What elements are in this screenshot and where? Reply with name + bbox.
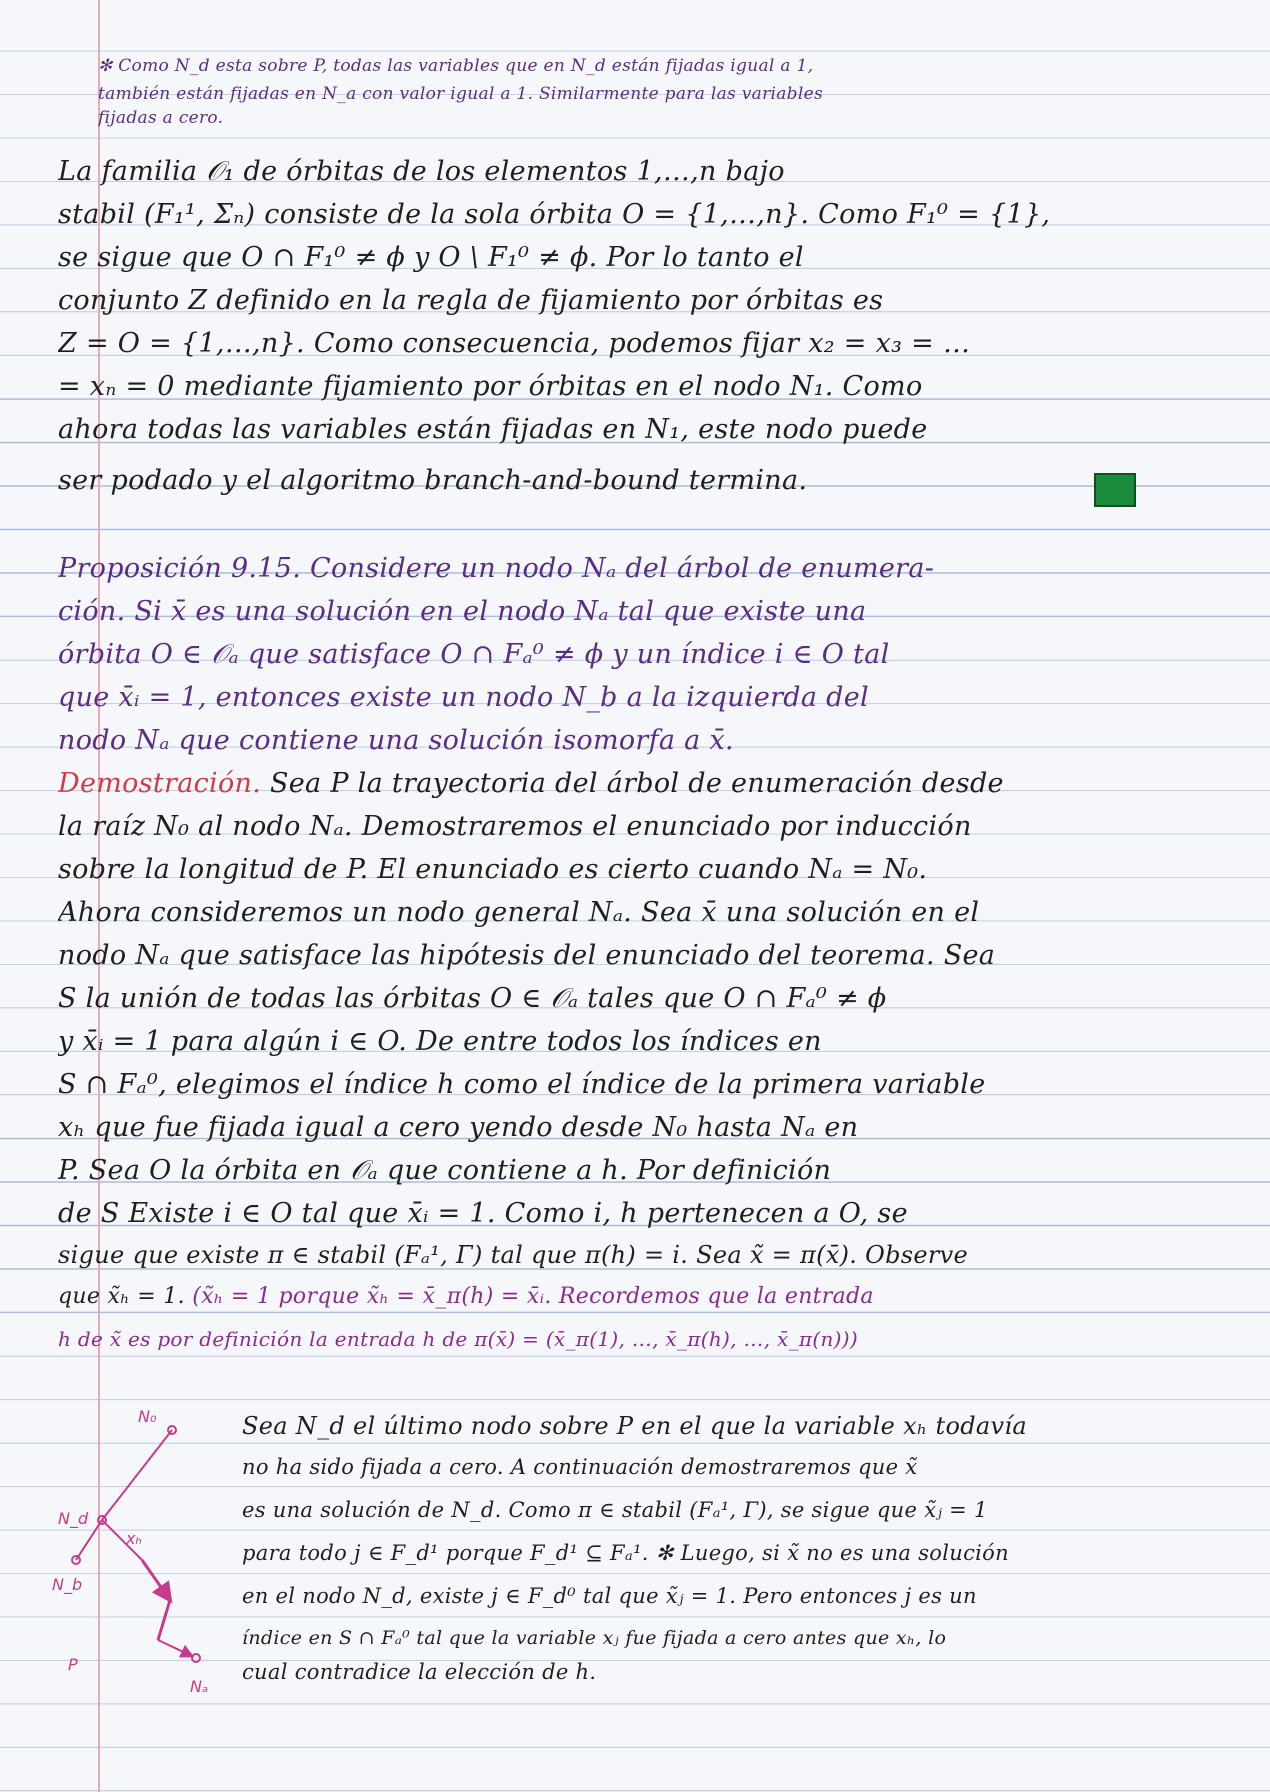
proposition-line: que x̄ᵢ = 1, entonces existe un nodo N_b a la izquierda del [58, 682, 869, 713]
label-nb: N_b [52, 1575, 83, 1594]
text-line: La familia 𝒪₁ de órbitas de los elementos 1,…,n bajo [58, 156, 785, 187]
text-line: = xₙ = 0 mediante fijamiento por órbitas en el nodo N₁. Como [58, 371, 923, 402]
demo-line: S la unión de todas las órbitas O ∈ 𝒪ₐ tales que O ∩ Fₐ⁰ ≠ ϕ [58, 983, 887, 1014]
continuation-line: es una solución de N_d. Como π ∈ stabil (Fₐ¹, Γ), se sigue que x̃ⱼ = 1 [242, 1498, 988, 1522]
remark-2: h de x̃ es por definición la entrada h de π(x̄) = (x̄_π(1), …, x̄_π(h), …, x̄_π(n))) [58, 1327, 858, 1351]
text-line: ahora todas las variables están fijadas en N₁, este nodo puede [58, 414, 928, 445]
text-line: Z = O = {1,…,n}. Como consecuencia, podemos fijar x₂ = x₃ = … [58, 328, 971, 359]
continuation-line: en el nodo N_d, existe j ∈ F_d⁰ tal que x̃ⱼ = 1. Pero entonces j es un [242, 1584, 977, 1608]
demo-label: Demostración. [58, 768, 262, 799]
label-nd: N_d [58, 1509, 89, 1528]
continuation-line: para todo j ∈ F_d¹ porque F_d¹ ⊆ Fₐ¹. ✻ Luego, si x̃ no es una solución [242, 1541, 1009, 1565]
continuation-line: cual contradice la elección de h. [242, 1660, 597, 1684]
text-line: se sigue que O ∩ F₁⁰ ≠ ϕ y O \ F₁⁰ ≠ ϕ. Por lo tanto el [58, 242, 804, 273]
text-line: stabil (F₁¹, Σₙ) consiste de la sola órbita O = {1,…,n}. Como F₁⁰ = {1}, [58, 199, 1051, 230]
continuation-line: índice en S ∩ Fₐ⁰ tal que la variable xⱼ fue fijada a cero antes que xₕ, lo [242, 1627, 947, 1649]
label-p: P [68, 1655, 78, 1674]
path-arrow [142, 1560, 170, 1600]
footnote-line-1: ✻ Como N_d esta sobre P, todas las variables que en N_d están fijadas igual a 1, [98, 56, 814, 76]
demo-first-line [58, 768, 1258, 799]
path-arrow [158, 1640, 192, 1656]
edge-n0-nd [102, 1430, 172, 1520]
continuation-line: Sea N_d el último nodo sobre P en el que la variable xₕ todavía [242, 1412, 1027, 1440]
node-na [192, 1654, 200, 1662]
demo-remark-line [58, 1284, 1258, 1309]
demo-line: Ahora consideremos un nodo general Nₐ. Sea x̄ una solución en el [58, 897, 980, 928]
demo-line: y x̄ᵢ = 1 para algún i ∈ O. De entre todos los índices en [58, 1026, 822, 1057]
enumeration-tree-diagram [40, 1400, 240, 1700]
demo-line: de S Existe i ∈ O tal que x̄ᵢ = 1. Como i, h pertenecen a O, se [58, 1198, 908, 1229]
path-segment [158, 1600, 170, 1640]
proposition-line: nodo Nₐ que contiene una solución isomorfa a x̄. [58, 725, 734, 756]
demo-line: nodo Nₐ que satisface las hipótesis del enunciado del teorema. Sea [58, 940, 996, 971]
demo-line: P. Sea O la órbita en 𝒪ₐ que contiene a h. Por definición [58, 1155, 832, 1186]
demo-first-rest: Sea P la trayectoria del árbol de enumeración desde [261, 768, 1004, 799]
demo-line: la raíz N₀ al nodo Nₐ. Demostraremos el enunciado por inducción [58, 811, 972, 842]
demo-line: sigue que existe π ∈ stabil (Fₐ¹, Γ) tal que π(h) = i. Sea x̃ = π(x̄). Observe [58, 1241, 969, 1269]
demo-line: sobre la longitud de P. El enunciado es cierto cuando Nₐ = N₀. [58, 854, 928, 885]
proposition-line: órbita O ∈ 𝒪ₐ que satisface O ∩ Fₐ⁰ ≠ ϕ y un índice i ∈ O tal [58, 639, 890, 670]
proposition-line: Proposición 9.15. Considere un nodo Nₐ del árbol de enumera- [58, 553, 935, 584]
demo-line: que x̃ₕ = 1. [58, 1284, 185, 1309]
footnote-line-3: fijadas a cero. [98, 108, 224, 128]
demo-line: S ∩ Fₐ⁰, elegimos el índice h como el índice de la primera variable [58, 1069, 986, 1100]
tree-svg [40, 1400, 240, 1700]
label-na: Nₐ [190, 1677, 209, 1696]
demo-line: xₕ que fue fijada igual a cero yendo desde N₀ hasta Nₐ en [58, 1112, 859, 1143]
proposition-line: ción. Si x̄ es una solución en el nodo Nₐ tal que existe una [58, 596, 867, 627]
qed-square-icon [1094, 473, 1136, 507]
continuation-line: no ha sido fijada a cero. A continuación demostraremos que x̃ [242, 1455, 918, 1479]
label-xh: xₕ [126, 1529, 142, 1548]
text-line: conjunto Z definido en la regla de fijamiento por órbitas es [58, 285, 884, 316]
text-line: ser podado y el algoritmo branch-and-bound termina. [58, 465, 808, 496]
remark-1: (x̃ₕ = 1 porque x̃ₕ = x̄_π(h) = x̄ᵢ. Recordemos que la entrada [184, 1284, 874, 1309]
label-n0: N₀ [138, 1407, 157, 1426]
footnote-line-2: también están fijadas en N_a con valor igual a 1. Similarmente para las variables [98, 84, 823, 104]
